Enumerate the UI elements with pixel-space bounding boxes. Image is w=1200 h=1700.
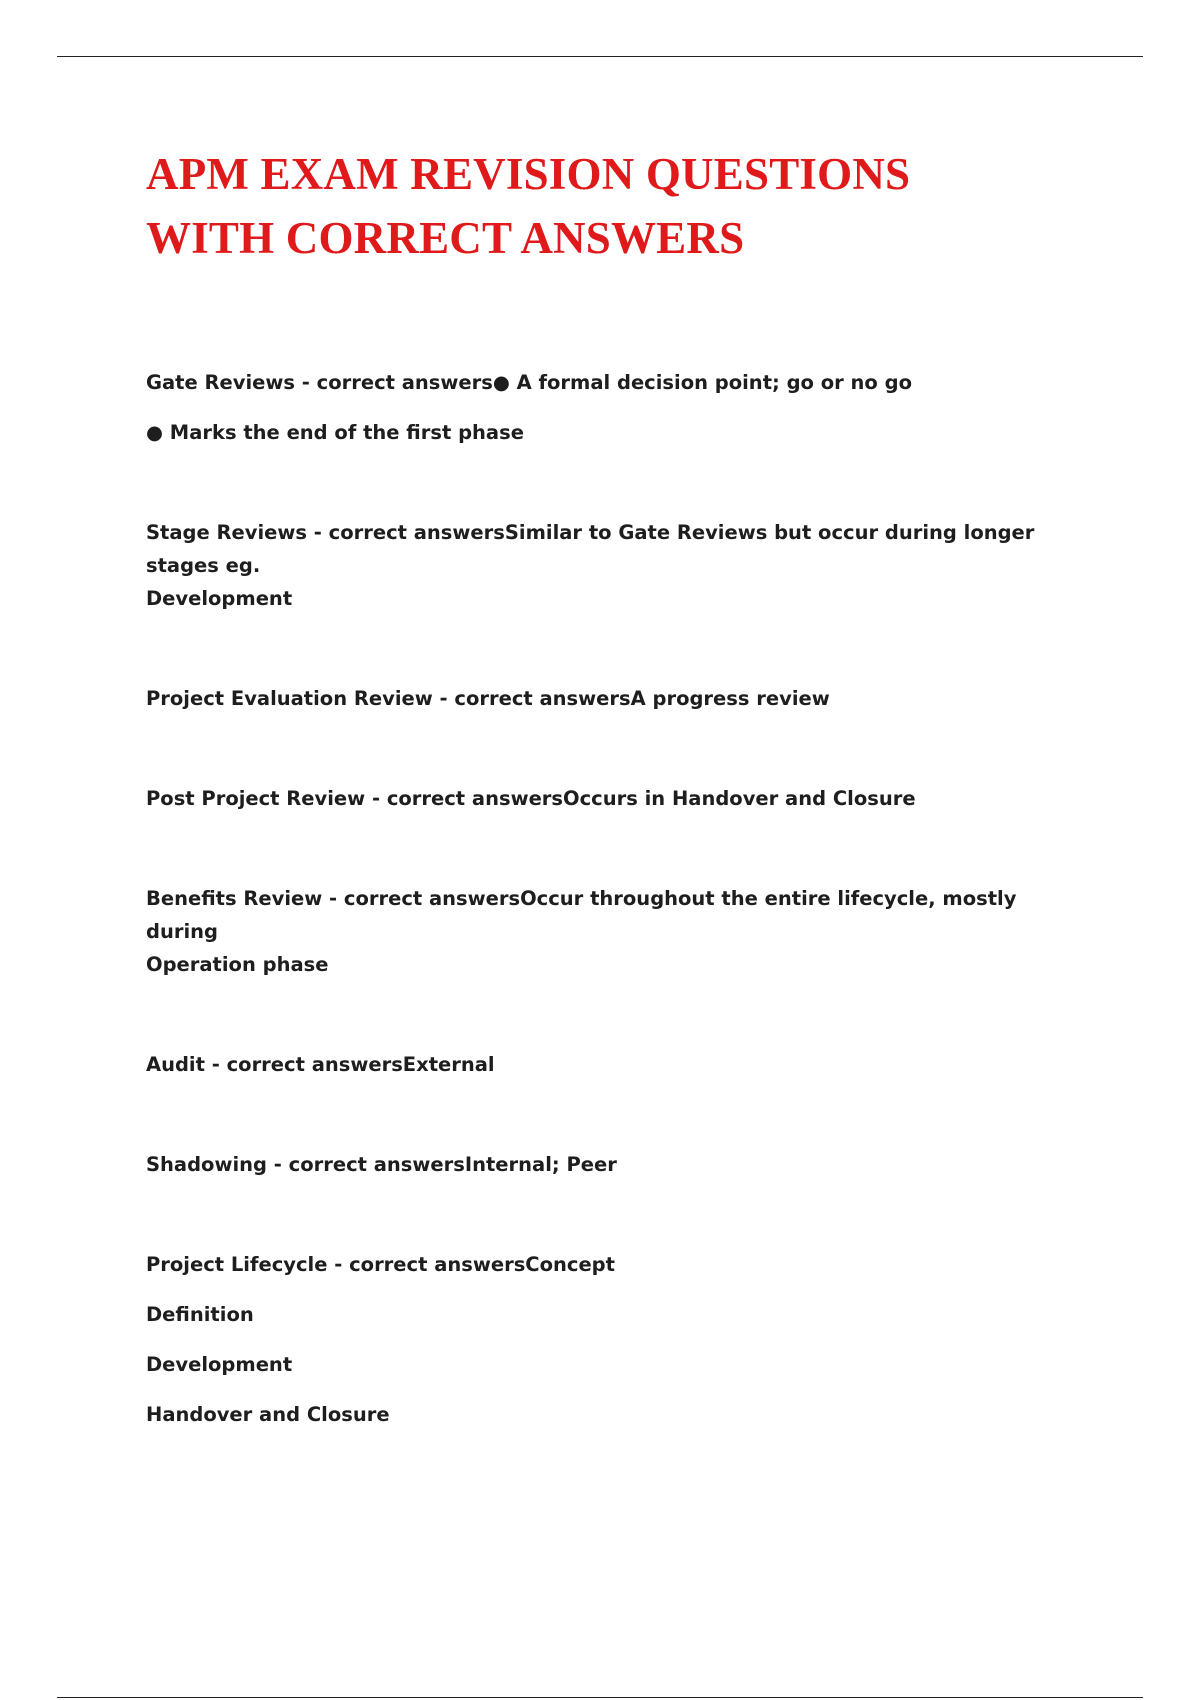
qa-line: Development [146, 587, 293, 610]
qa-line: Project Evaluation Review - correct answersA progress review [146, 687, 830, 710]
qa-line: Project Lifecycle - correct answersConcept [146, 1253, 615, 1276]
title-line-1: APM EXAM REVISION QUESTIONS [146, 149, 911, 199]
qa-entry-post-project-review [146, 782, 1066, 815]
qa-entry-stage-reviews [146, 516, 1066, 615]
page-title [146, 142, 1106, 270]
qa-line: ● Marks the end of the first phase [146, 421, 524, 444]
qa-entry-project-evaluation-review [146, 682, 1066, 715]
qa-entry-benefits-review [146, 882, 1066, 981]
qa-line: Shadowing - correct answersInternal; Peer [146, 1153, 617, 1176]
qa-entry-audit [146, 1048, 1066, 1081]
qa-line: Benefits Review - correct answersOccur throughout the entire lifecycle, mostly during [146, 887, 1017, 943]
qa-entry-project-lifecycle [146, 1248, 1066, 1431]
qa-line: Operation phase [146, 953, 329, 976]
qa-line: Definition [146, 1303, 254, 1326]
qa-line: Development [146, 1353, 293, 1376]
title-line-2: WITH CORRECT ANSWERS [146, 213, 745, 263]
qa-line: Post Project Review - correct answersOccurs in Handover and Closure [146, 787, 916, 810]
qa-entry-gate-reviews [146, 366, 1066, 449]
qa-line: Stage Reviews - correct answersSimilar to Gate Reviews but occur during longer stages eg. [146, 521, 1035, 577]
qa-line: Audit - correct answersExternal [146, 1053, 495, 1076]
qa-line: Handover and Closure [146, 1403, 390, 1426]
qa-line: Gate Reviews - correct answers● A formal decision point; go or no go [146, 371, 912, 394]
qa-list [146, 366, 1066, 1431]
bottom-rule [57, 1697, 1143, 1698]
top-rule [57, 56, 1143, 57]
qa-entry-shadowing [146, 1148, 1066, 1181]
